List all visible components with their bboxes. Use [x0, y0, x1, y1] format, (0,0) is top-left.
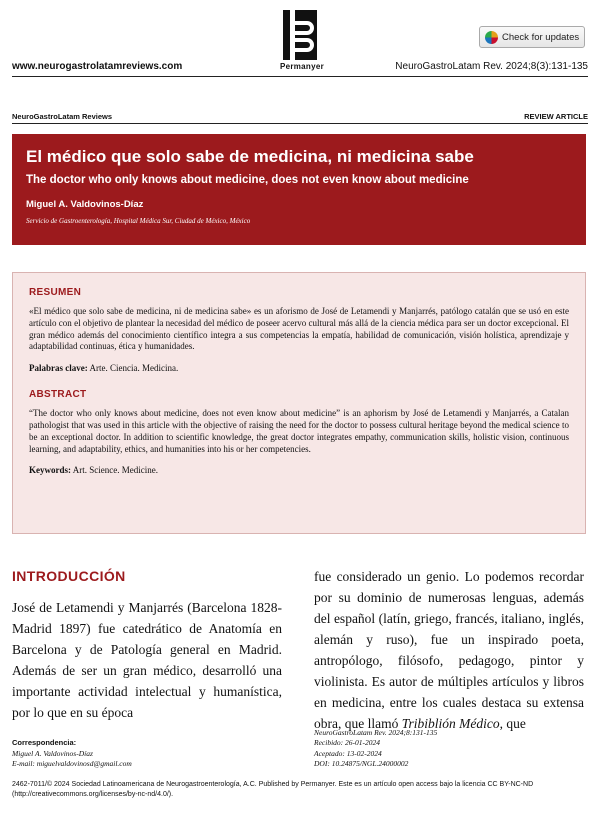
introduction-heading: INTRODUCCIÓN	[12, 568, 126, 584]
correspondence-label: Correspondencia:	[12, 738, 77, 747]
permanyer-logo-icon	[283, 10, 317, 60]
header-divider	[12, 76, 588, 77]
license-link[interactable]: (http://creativecommons.org/licenses/by-nc-nd/4.0/).	[12, 791, 174, 798]
abstract-text: “The doctor who only knows about medicine, does not even know about medicine” is an aphorism by José de Letamendi y Manjarrés, a Catalan pathologist that was used in this article with the objective of raising the need for the doctor to possess cultural heritage beyond the medical science to be an exceptional doctor. In addition to scientific knowledge, the great doctor integrates empathy, communication skills, holistic vision, continuous learning, and adaptability, ethics, and humanities into his or her competencies.	[29, 408, 569, 454]
title-box	[12, 134, 586, 245]
article-type: REVIEW ARTICLE	[524, 112, 588, 121]
journal-website[interactable]: www.neurogastrolatamreviews.com	[12, 61, 183, 72]
paragraph-text-a: fue considerado un genio. Lo podemos recordar por su dominio de numerosas lenguas, además del español (latín, griego, francés, italiano, inglés, alemán y ruso), fue un inspirado poeta, antropólogo, filósofo, pedagogo, pintor y violinista. Es autor de múltiples artículos y libros en medicina, entre los cuales destaca su extensa obra, que llamó	[314, 569, 584, 731]
keywords-en	[29, 465, 569, 475]
abstract-box	[12, 272, 586, 534]
article-title-english: The doctor who only knows about medicine, does not even know about medicine	[26, 174, 469, 186]
page-header	[0, 0, 603, 84]
resumen-heading: RESUMEN	[29, 287, 82, 298]
crossmark-icon	[485, 31, 498, 44]
keywords-es	[29, 363, 569, 373]
author-name: Miguel A. Valdovinos-Díaz	[26, 199, 144, 210]
keywords-es-label: Palabras clave:	[29, 363, 88, 374]
license-footer	[12, 780, 592, 800]
body-column-right	[314, 566, 584, 734]
pubinfo-accepted: Aceptado: 13-02-2024	[314, 748, 382, 758]
abstract-heading: ABSTRACT	[29, 389, 87, 401]
license-line: 2462-7011/© 2024 Sociedad Latinoamericana de Neurogastroenterología, A.C. Published by Permanyer. Este es un artículo open access bajo la licencia CC BY-NC-ND	[12, 781, 534, 788]
correspondence-name: Miguel A. Valdovinos-Díaz	[12, 748, 93, 758]
keywords-en-label: Keywords:	[29, 465, 71, 476]
publication-info	[314, 728, 437, 769]
introduction-paragraph: José de Letamendi y Manjarrés (Barcelona 1828-Madrid 1897) fue catedrático de Anatomía en Barcelona y de Patología general en Madrid. Además de ser un gran médico, desarrolló una importante actividad intelectual y humanística, por lo que en su época	[12, 600, 282, 720]
introduction-paragraph-continued	[314, 566, 584, 734]
article-title: El médico que solo sabe de medicina, ni medicina sabe	[26, 147, 474, 166]
correspondence-email[interactable]: E-mail: miguelvaldovinosd@gmail.com	[12, 759, 132, 768]
journal-section-name: NeuroGastroLatam Reviews	[12, 112, 113, 121]
resumen-text: «El médico que solo sabe de medicina, ni de medicina sabe» es un aforismo de José de Letamendi y Manjarrés, patólogo catalán que se usó en este artículo con el objetivo de plantear la necesidad del médico de poseer acervo cultural más allá de la ciencia médica para ser un doctor excepcional. El gran médico además del conocimiento científico integra a sus competencias la empatía, habilidad de comunicación, visión holística, aprendizaje y adaptabilidad continuas, ética y humanidades.	[29, 306, 569, 352]
journal-reference: NeuroGastroLatam Rev. 2024;8(3):131-135	[395, 61, 588, 72]
keywords-en-values: Art. Science. Medicine.	[72, 465, 158, 476]
correspondence-block	[12, 738, 132, 770]
keywords-es-values: Arte. Ciencia. Medicina.	[89, 363, 179, 374]
check-for-updates-button[interactable]	[479, 26, 585, 48]
body-column-left	[12, 566, 282, 723]
book-title: Tribiblión Médico	[401, 716, 500, 731]
publisher-name: Permanyer	[279, 62, 325, 71]
pubinfo-received: Recibido: 26-01-2024	[314, 738, 381, 748]
paragraph-text-b: , que	[499, 716, 526, 731]
author-affiliation: Servicio de Gastroenterología, Hospital Médica Sur, Ciudad de México, México	[26, 217, 251, 225]
pubinfo-doi[interactable]: DOI: 10.24875/NGL.24000002	[314, 758, 409, 768]
section-divider	[12, 123, 588, 124]
check-for-updates-label: Check for updates	[502, 31, 580, 43]
pubinfo-ref: NeuroGastroLatam Rev. 2024;8:131-135	[314, 728, 438, 737]
